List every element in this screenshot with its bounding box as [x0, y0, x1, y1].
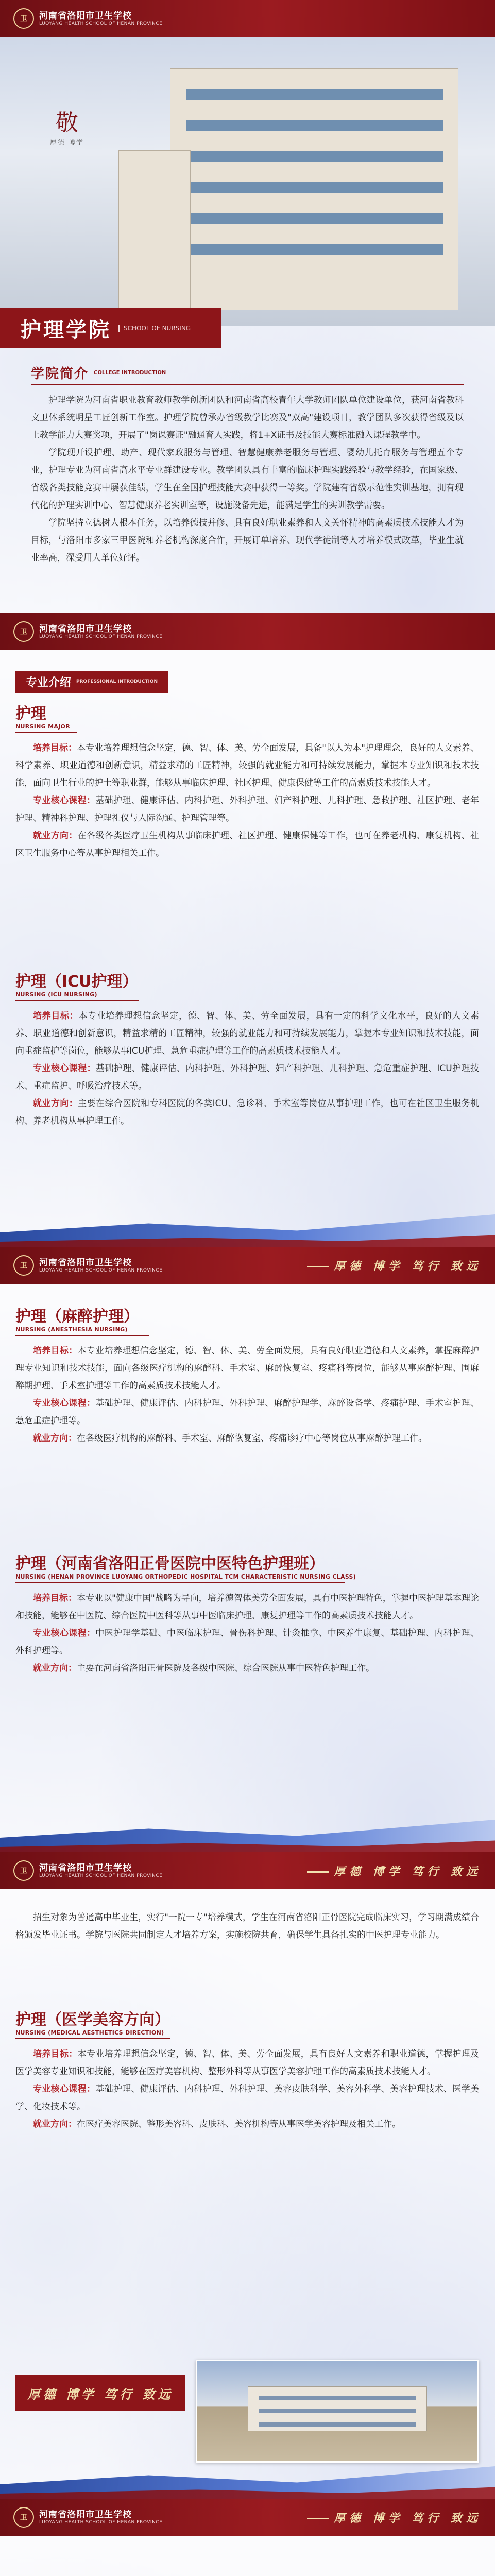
major-tcm: 护理（河南省洛阳正骨医院中医特色护理班） NURSING (HENAN PROVINCE LUOYANG ORTHOPEDIC HOSPITAL TCM CHARACTERISTIC NURSING CLASS) — [15, 1551, 479, 1583]
college-badge — [0, 308, 221, 348]
page-header: 卫 河南省洛阳市卫生学校 LUOYANG HEALTH SCHOOL OF HENAN PROVINCE 厚德 博学 笃行 致远 — [0, 1247, 495, 1284]
college-title: 护理学院 — [21, 318, 111, 342]
major-tcm-body: 培养目标：本专业以"健康中国"战略为导向，培养德智体美劳全面发展，具有中医护理特色，掌握中医护理基本理论和技能，能够在中医院、综合医院中医科等从事中医临床护理、康复护理等工作的高素质技术技能人才。 专业核心课程：中医护理学基础、中医临床护理、骨伤科护理、针灸推拿、中医养生康复、基础护理、内科护理、外科护理等。 就业方向：主要在河南省洛阳正骨医院及各级中医院、综合医院从事中医特色护理工作。 — [15, 1593, 480, 1673]
college-title-en: SCHOOL OF NURSING — [118, 325, 191, 332]
intro-body: 护理学院为河南省职业教育教师教学创新团队和河南省高校青年大学教师团队单位建设单位，获河南省教科文卫体系统明星工匠创新工作室。护理学院曾承办省级教学比赛及"双高"建设项目，教学团队多次获得省级及以上教学能力大赛奖项，开展了"岗课赛证"融通育人实践，将1+X证书及技能大赛标准融入课程教学中。 学院现开设护理、助产、现代家政服务与管理、智慧健康养老服务与管理、婴幼儿托育服务与管理五个专业，护理专业为河南省高水平专业群建设专业。教学团队具有丰富的临床护理实践经验与教学经验，在国家级、省级各类技能竞赛中屡获佳绩，学生在全国护理技能大赛中获得一等奖。学院建有省级示范性实训基地，拥有现代化的护理实训中心、智慧健康养老实训室等，设施设备先进，能满足学生的实训教学需要。 学院坚持立德树人根本任务，以培养德技并修、具有良好职业素养和人文关怀精神的高素质技术技能人才为目标，与洛阳市多家三甲医院和养老机构深度合作，开展订单培养、现代学徒制等人才培养模式改革，毕业生就业率高，深受用人单位好评。 — [31, 395, 464, 563]
page-majors-3 — [0, 1852, 495, 2499]
building-main — [170, 68, 458, 310]
building-side — [118, 150, 191, 310]
school-name-en: LUOYANG HEALTH SCHOOL OF HENAN PROVINCE — [39, 21, 163, 26]
intro-rule — [31, 384, 464, 385]
major-anesthesia: 护理（麻醉护理） NURSING (ANESTHESIA NURSING) — [15, 1303, 479, 1336]
section-tag: 专业介绍 PROFESSIONAL INTRODUCTION — [15, 671, 168, 693]
major-nursing: 护理 NURSING MAJOR — [15, 701, 479, 733]
page-header — [0, 0, 495, 37]
major-title: 护理 — [15, 705, 46, 723]
motto: 厚德 博学 笃行 致远 — [307, 1863, 482, 1879]
intro-heading: 学院简介 COLLEGE INTRODUCTION — [31, 366, 166, 382]
page-header: 卫 河南省洛阳市卫生学校 LUOYANG HEALTH SCHOOL OF HENAN PROVINCE 厚德 博学 笃行 致远 — [0, 1852, 495, 1889]
major-aesthetics-body: 培养目标：本专业培养理想信念坚定，德、智、体、美、劳全面发展，具有良好人文素养和职业道德，掌握护理及医学美容专业知识和技能，能够在医疗美容机构、整形外科等从事医学美容护理工作的高素质技术技能人才。 专业核心课程：基础护理、健康评估、内科护理、外科护理、美容皮肤科学、美容外科学、美容护理技术、医学美学、化妆技术等。 就业方向：在医疗美容医院、整形美容科、皮肤科、美容机构等从事医学美容护理及相关工作。 — [15, 2049, 480, 2129]
campus-photo — [196, 2360, 479, 2463]
major-anesthesia-body: 培养目标：本专业培养理想信念坚定，德、智、体、美、劳全面发展，具有良好职业道德和人文素养，掌握麻醉护理专业知识和技术技能，面向各级医疗机构的麻醉科、手术室、麻醉恢复室、疼痛科等岗位，能够从事麻醉护理、围麻醉期护理、手术室护理等工作的高素质技术技能人才。 专业核心课程：基础护理、健康评估、内科护理、外科护理、麻醉护理学、麻醉设备学、疼痛护理、手术室护理、急危重症护理等。 就业方向：在各级医疗机构的麻醉科、手术室、麻醉恢复室、疼痛诊疗中心等岗位从事麻醉护理工作。 — [15, 1346, 480, 1444]
major-title: 护理（河南省洛阳正骨医院中医特色护理班） — [15, 1555, 325, 1573]
major-icu-body: 培养目标：本专业培养理想信念坚定，德、智、体、美、劳全面发展，具有一定的科学文化水平，良好的人文素养、职业道德和创新意识，精益求精的工匠精神，较强的就业能力和可持续发展能力，掌握本专业知识和技术技能，面向重症监护等岗位，能够从事ICU护理、急危重症护理等工作的高素质技术技能人才。 专业核心课程：基础护理、健康评估、内科护理、外科护理、妇产科护理、儿科护理、急危重症护理、ICU护理技术、重症监护、呼吸治疗技术等。 就业方向：主要在综合医院和专科医院的各类ICU、急诊科、手术室等岗位从事护理工作，也可在社区卫生服务机构、养老机构从事护理工作。 — [15, 1011, 479, 1126]
major-aesthetics: 护理（医学美容方向） NURSING (MEDICAL AESTHETICS DIRECTION) — [15, 2007, 479, 2039]
major-title: 护理（医学美容方向） — [15, 2011, 170, 2029]
page-majors-2 — [0, 1247, 495, 1852]
page-header: 卫 河南省洛阳市卫生学校 LUOYANG HEALTH SCHOOL OF HENAN PROVINCE 厚德 博学 笃行 致远 — [0, 2499, 495, 2536]
page-gap — [0, 2499, 495, 2576]
tcm-intro-cont: 招生对象为普通高中毕业生，实行"一院一专"培养模式，学生在河南省洛阳正骨医院完成临床实习，学习期满成绩合格颁发毕业证书。学院与医院共同制定人才培养方案，实施校院共育，确保学生具备扎实的中医护理专业能力。 — [15, 1912, 479, 1940]
calligraphy: 敬 厚德 博学 — [49, 110, 84, 147]
school-name: 河南省洛阳市卫生学校 — [39, 11, 132, 21]
page-cover — [0, 0, 495, 613]
motto-banner: 厚德 博学 笃行 致远 — [15, 2375, 185, 2411]
page-majors-1 — [0, 613, 495, 1247]
motto: 厚德 博学 笃行 致远 — [307, 2510, 482, 2526]
school-logo: 卫 — [13, 8, 34, 29]
page-header: 卫 河南省洛阳市卫生学校 LUOYANG HEALTH SCHOOL OF HENAN PROVINCE — [0, 613, 495, 650]
major-title: 护理（ICU护理） — [15, 973, 138, 991]
major-title: 护理（麻醉护理） — [15, 1308, 139, 1326]
campus-photo — [0, 37, 495, 326]
major-nursing-body: 培养目标：本专业培养理想信念坚定，德、智、体、美、劳全面发展，具备"以人为本"护理理念，良好的人文素养、科学素养、职业道德和创新意识，精益求精的工匠精神，较强的就业能力和可持续发展能力，掌握本专业知识和技术技能，面向卫生行业的护士等职业群，能够从事临床护理、社区护理、健康保健等工作的高素质技术技能人才。 专业核心课程：基础护理、健康评估、内科护理、外科护理、妇产科护理、儿科护理、急救护理、社区护理、老年护理、精神科护理、护理礼仪与人际沟通、护理管理等。 就业方向：在各级各类医疗卫生机构从事临床护理、社区护理、健康保健等工作，也可在养老机构、康复机构、社区卫生服务中心等从事护理相关工作。 — [15, 743, 480, 858]
motto: 厚德 博学 笃行 致远 — [307, 1258, 482, 1274]
major-icu: 护理（ICU护理） NURSING (ICU NURSING) — [15, 969, 479, 1001]
